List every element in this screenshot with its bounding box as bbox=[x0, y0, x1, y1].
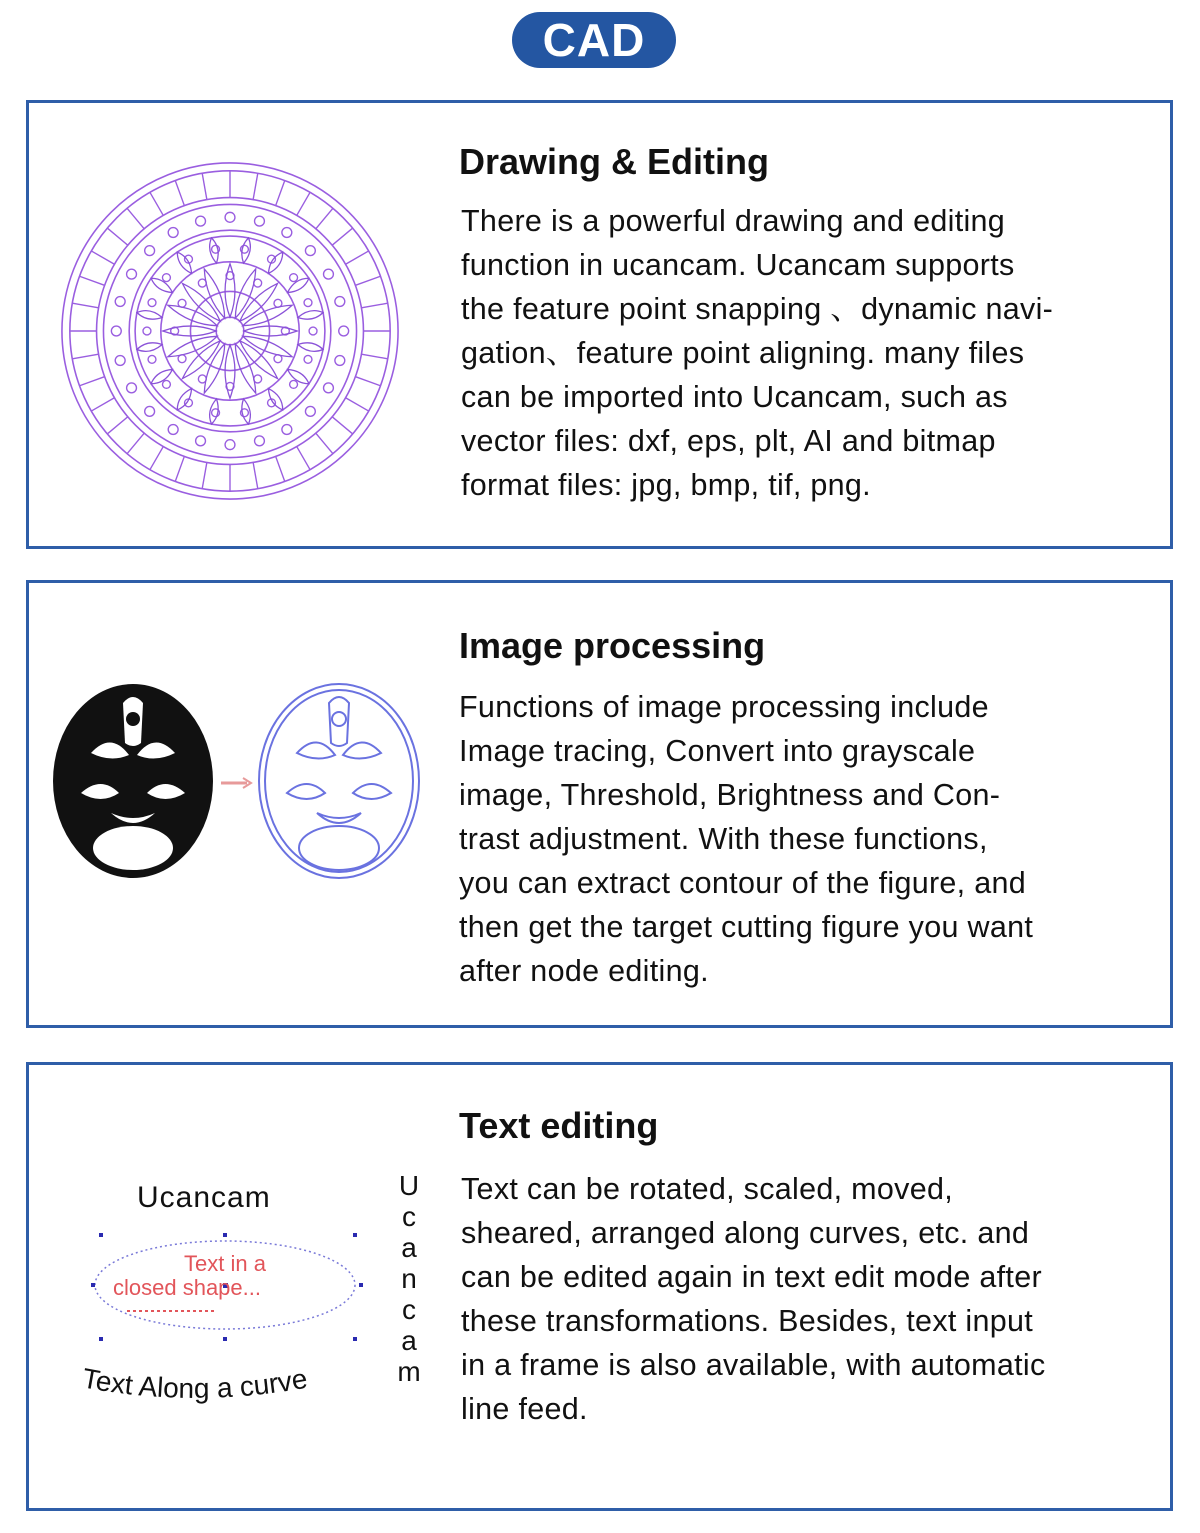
section-description: Text can be rotated, scaled, moved, sheared, arranged along curves, etc. and can be edited again in text edit mode after these transformations. Besides, text input in a frame is also available, with automatic line feed. bbox=[461, 1172, 1046, 1426]
vertical-letter: c bbox=[402, 1201, 416, 1232]
section-title: Image processing bbox=[459, 625, 766, 666]
demo-shape-line1: Text in a bbox=[184, 1251, 266, 1276]
cad-badge-label: CAD bbox=[542, 14, 646, 66]
traced-mask-outline bbox=[259, 684, 419, 878]
vertical-letter: a bbox=[401, 1325, 417, 1356]
mandala-illustration bbox=[57, 158, 403, 504]
vertical-letter: c bbox=[402, 1294, 416, 1325]
section-title: Drawing & Editing bbox=[459, 141, 769, 182]
cad-badge bbox=[512, 12, 676, 68]
feature-card-text-editing bbox=[26, 1062, 1173, 1511]
text-effects-illustration bbox=[67, 1165, 431, 1415]
demo-heading-text: Ucancam bbox=[137, 1181, 271, 1214]
demo-vertical-text bbox=[397, 1170, 420, 1387]
feature-card-image-processing bbox=[26, 580, 1173, 1028]
black-mask-image bbox=[53, 684, 213, 878]
vertical-letter: a bbox=[401, 1232, 417, 1263]
opera-mask-illustration bbox=[51, 683, 421, 883]
feature-card-drawing-editing bbox=[26, 100, 1173, 549]
vertical-letter: n bbox=[401, 1263, 417, 1294]
demo-curve-textpath: Text Along a curve bbox=[79, 1362, 310, 1404]
demo-shape-line2: closed shape... bbox=[113, 1275, 261, 1300]
section-title: Text editing bbox=[459, 1105, 659, 1146]
vertical-letter: m bbox=[397, 1356, 421, 1387]
section-description: There is a powerful drawing and editing function in ucancam. Ucancam supports the feature point snapping 、dynamic navi- gation、feature point aligning. many files can be imported into Ucancam, such as vector files: dxf, eps, plt, AI and bitmap format files: jpg, bmp, tif, png. bbox=[461, 204, 1054, 502]
demo-curve-text bbox=[80, 1362, 310, 1403]
vertical-letter: U bbox=[398, 1170, 420, 1201]
section-description: Functions of image processing include Image tracing, Convert into grayscale image, Threshold, Brightness and Con- trast adjustment. With these functions, you can extract contour of the figure, and then get the target cutting figure you want after node editing. bbox=[459, 690, 1034, 988]
